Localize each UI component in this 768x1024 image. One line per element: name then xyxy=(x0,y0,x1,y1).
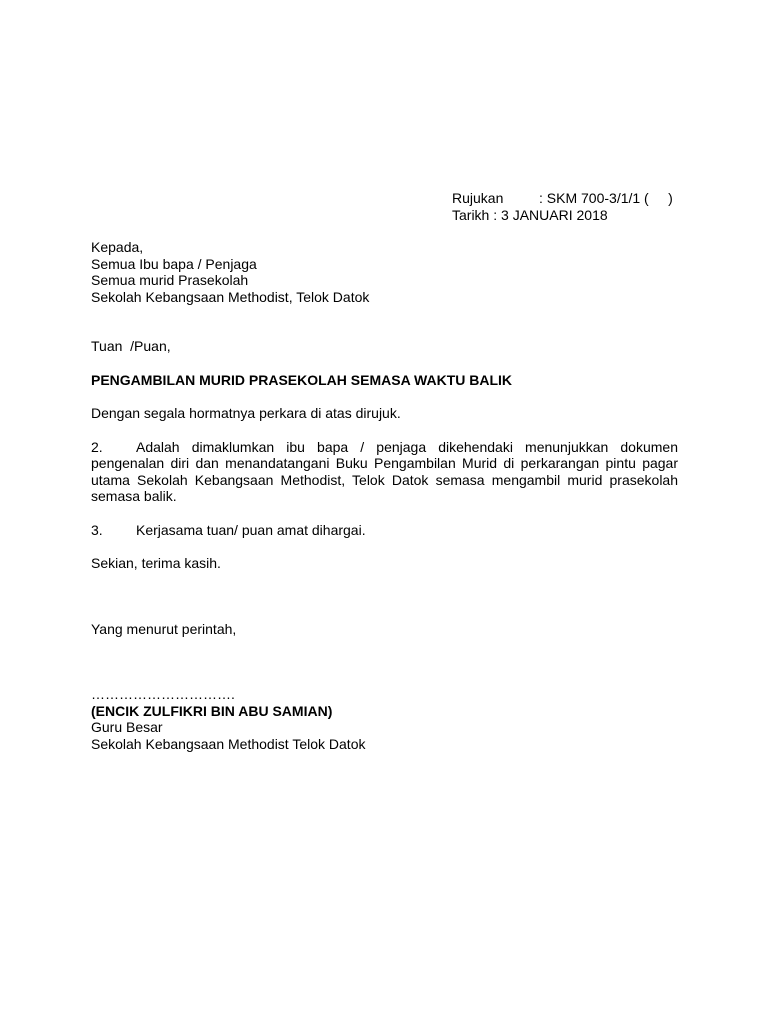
recipient-line-2: Semua murid Prasekolah xyxy=(91,272,249,288)
letter-body xyxy=(91,239,678,752)
signature-dots: …………………………. xyxy=(91,686,235,702)
signatory-title: Guru Besar xyxy=(91,719,163,735)
salutation: Tuan /Puan, xyxy=(91,338,171,354)
signatory-school: Sekolah Kebangsaan Methodist Telok Datok xyxy=(91,735,366,752)
rujukan-value: : SKM 700-3/1/1 ( ) xyxy=(539,190,673,206)
paragraph-2-number: 2. xyxy=(91,438,103,455)
reference-rujukan-row xyxy=(452,190,673,207)
paragraph-2 xyxy=(91,439,678,505)
closing-sekian: Sekian, terima kasih. xyxy=(91,555,221,571)
tarikh-label: Tarikh xyxy=(452,207,490,223)
paragraph-1: Dengan segala hormatnya perkara di atas dirujuk. xyxy=(91,405,401,421)
reference-block xyxy=(452,190,673,224)
recipient-line-1: Semua Ibu bapa / Penjaga xyxy=(91,255,257,272)
letter-subject: PENGAMBILAN MURID PRASEKOLAH SEMASA WAKTU BALIK xyxy=(91,371,513,388)
closing-yang-menurut: Yang menurut perintah, xyxy=(91,620,237,637)
reference-tarikh-row xyxy=(452,207,673,224)
paragraph-3-number: 3. xyxy=(91,521,103,538)
signatory-name: (ENCIK ZULFIKRI BIN ABU SAMIAN) xyxy=(91,702,333,719)
recipient-kepada: Kepada, xyxy=(91,239,144,255)
paragraph-3-text: Kerjasama tuan/ puan amat dihargai. xyxy=(136,521,366,538)
paragraph-2-text: Adalah dimaklumkan ibu bapa / penjaga dikehendaki menunjukkan dokumen pengenalan diri dan menandatangani Buku Pengambilan Murid di perkarangan pintu pagar utama Sekolah Kebangsaan Methodist, Telok Datok semasa mengambil murid prasekolah semasa balik. xyxy=(91,438,678,504)
rujukan-label: Rujukan xyxy=(452,190,504,206)
tarikh-value: : 3 JANUARI 2018 xyxy=(489,207,608,223)
paragraph-3 xyxy=(91,522,678,539)
recipient-line-3: Sekolah Kebangsaan Methodist, Telok Datok xyxy=(91,288,370,305)
